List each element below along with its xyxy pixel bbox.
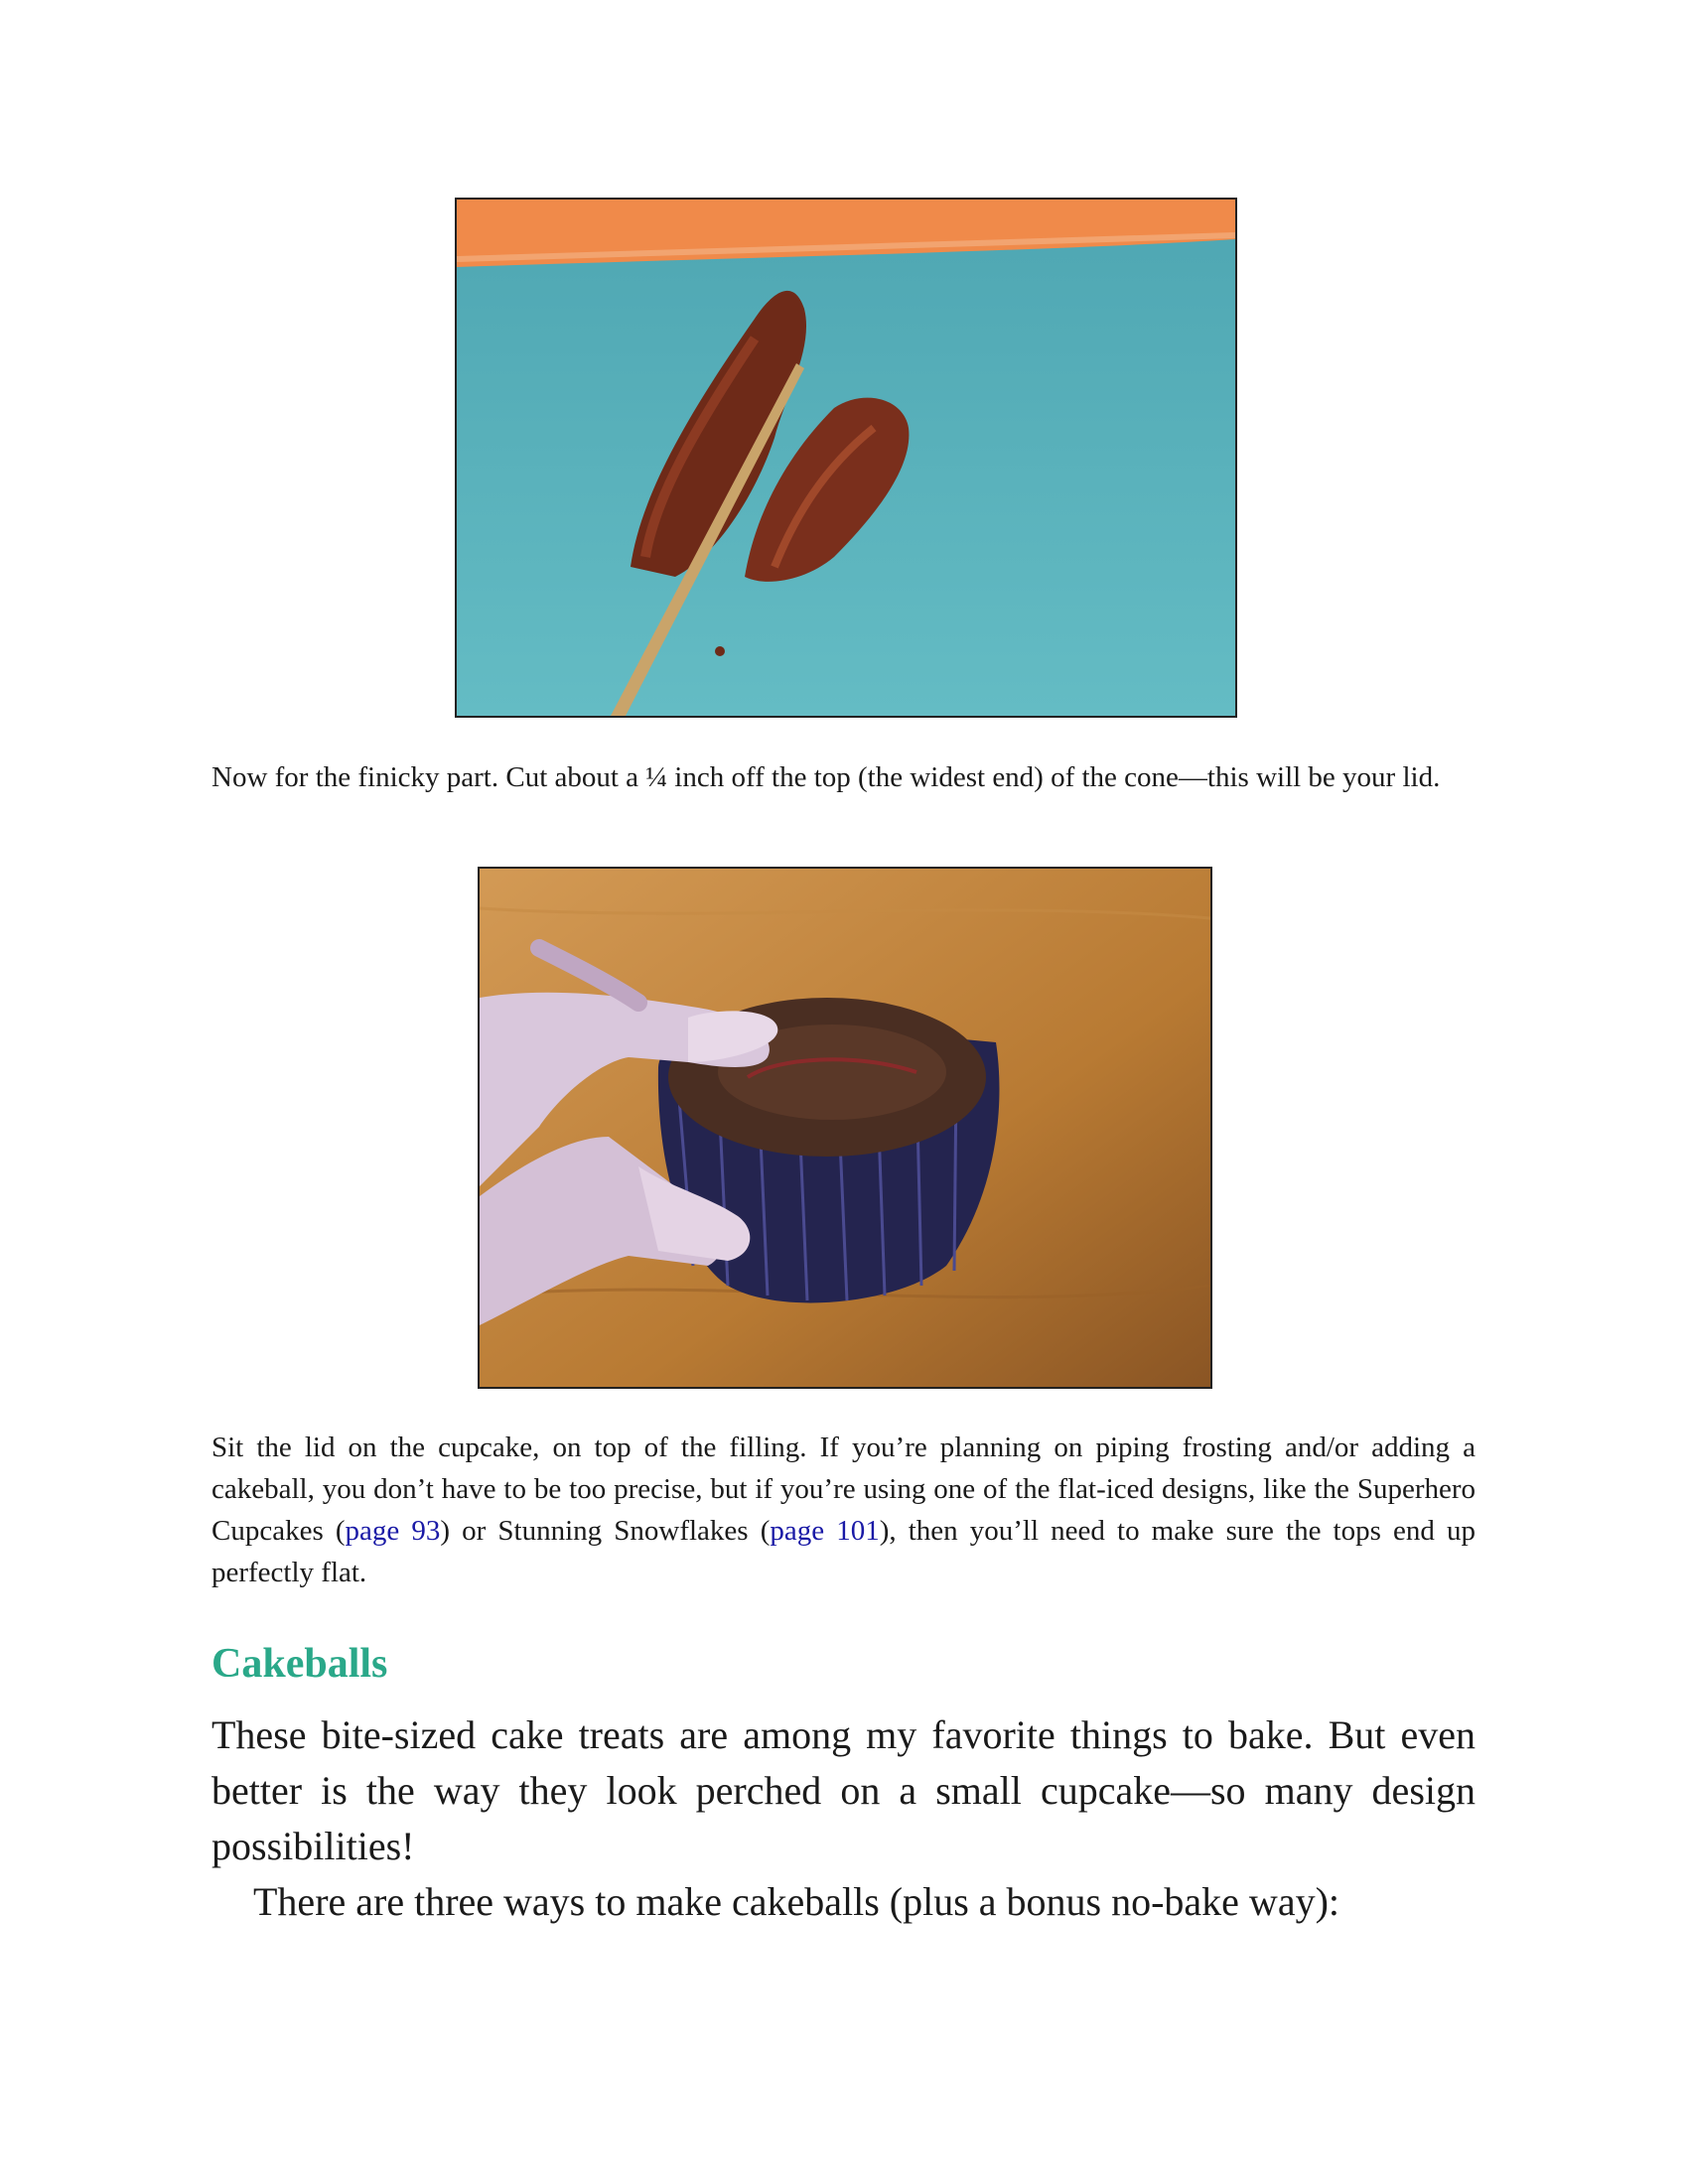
- section-heading-cakeballs: Cakeballs: [211, 1641, 388, 1687]
- cake-cone-photo: [455, 198, 1237, 718]
- cupcake-lid-photo: [478, 867, 1212, 1389]
- para2-text-3: ), then you’ll need to make sure the tops end up perfectly flat.: [211, 1515, 1476, 1588]
- page-93-link[interactable]: page 93: [345, 1515, 441, 1547]
- page-101-link[interactable]: page 101: [770, 1515, 880, 1547]
- para2-text-1: Sit the lid on the cupcake, on top of the filling. If you’re planning on piping frosting and/or adding a cakeball, you don’t have to be too precise, but if you’re using one of the flat-iced designs, like the Superhero Cupcakes (: [211, 1432, 1476, 1547]
- instruction-paragraph-place-lid: [211, 1427, 1476, 1593]
- cakeballs-intro-paragraph: These bite-sized cake treats are among my favorite things to bake. But even better is the way they look perched on a small cupcake—so many design possibilities!: [211, 1712, 1476, 1868]
- para2-text-2: ) or Stunning Snowflakes (: [440, 1515, 771, 1547]
- cakeballs-methods-paragraph: There are three ways to make cakeballs (plus a bonus no-bake way):: [253, 1879, 1340, 1924]
- instruction-paragraph-cut-lid: Now for the finicky part. Cut about a ¼ inch off the top (the widest end) of the cone—this will be your lid.: [211, 761, 1441, 793]
